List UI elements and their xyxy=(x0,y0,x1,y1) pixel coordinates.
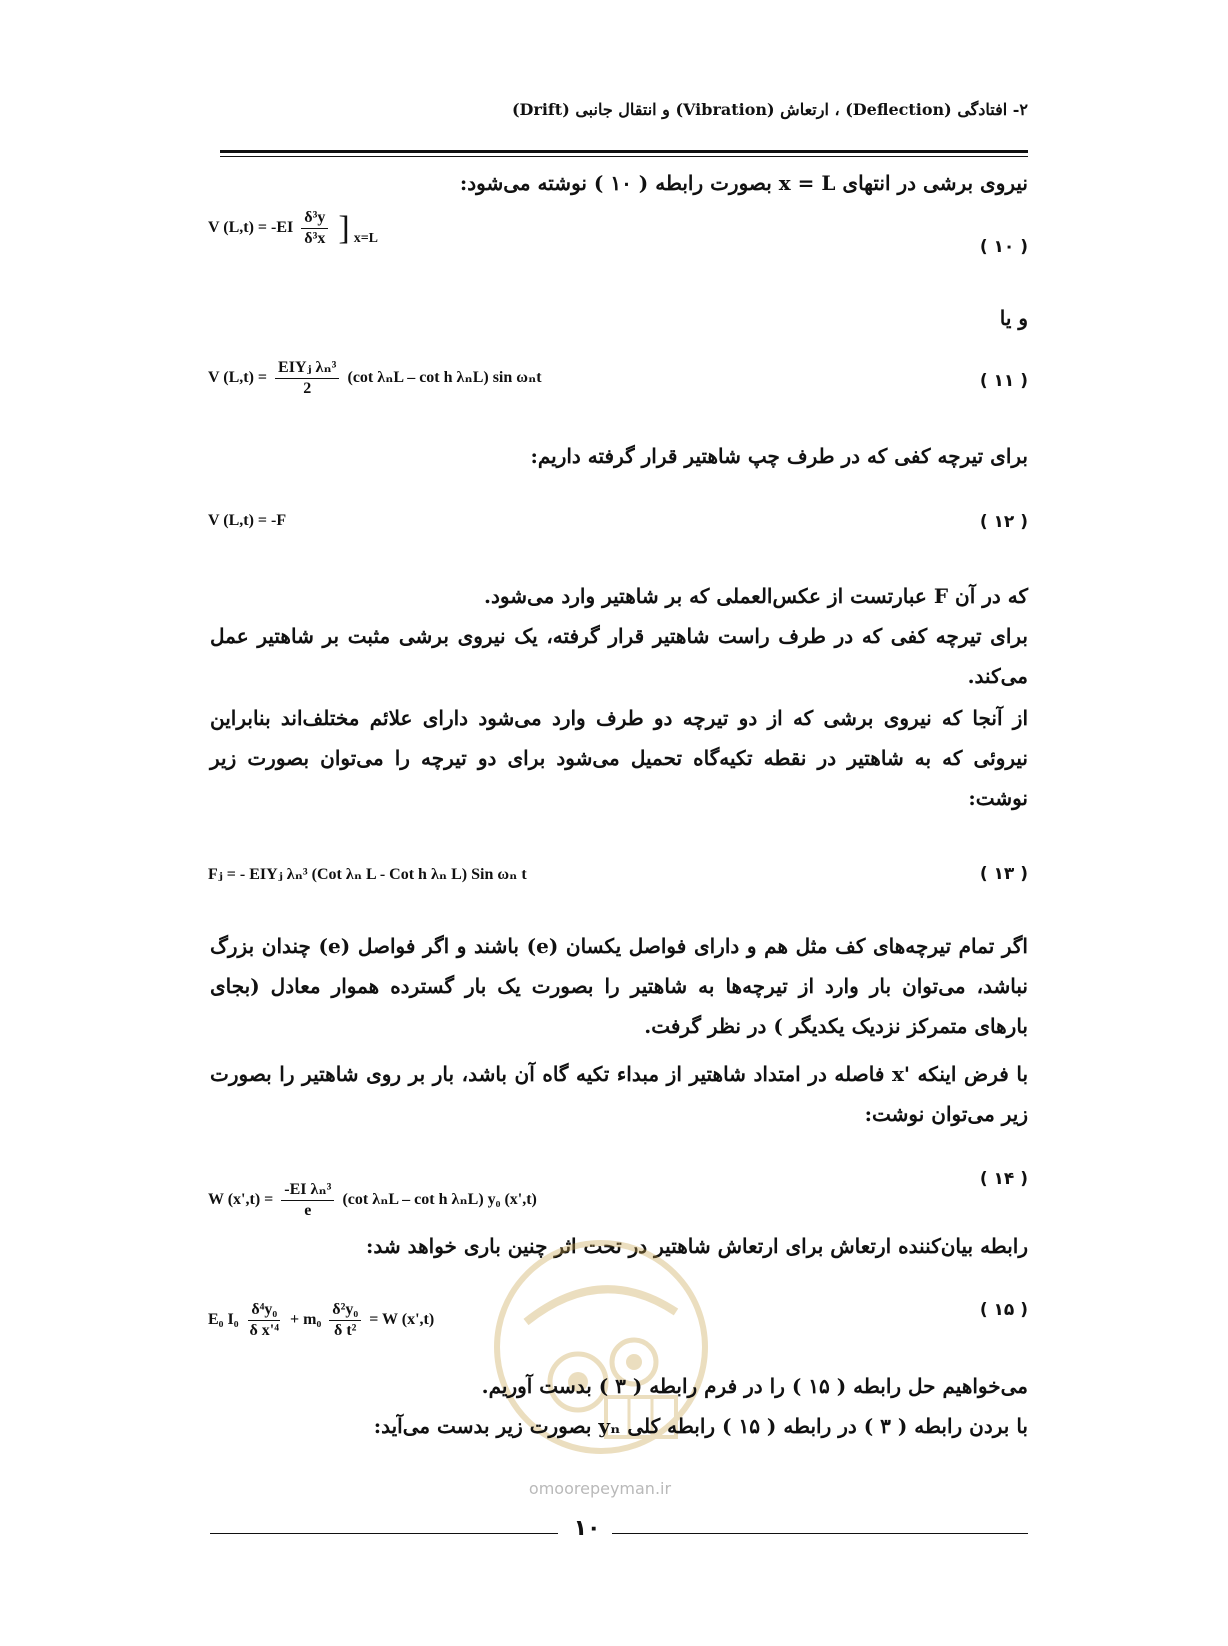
header-rule-thick xyxy=(220,150,1028,153)
eq10-lhs: V (L,t) = -EI xyxy=(208,219,294,237)
paragraph-10: می‌خواهیم حل رابطه ( ۱۵ ) را در فرم رابطه ( ۳ ) بدست آوریم. xyxy=(481,1374,1028,1398)
eq11-denominator: 2 xyxy=(303,380,312,397)
eq14-rhs: (cot λₙL – cot h λₙL) y₀ (x',t) xyxy=(342,1191,537,1209)
footer-rule-right xyxy=(612,1533,1028,1534)
eq15-numerator-2: δ²y₀ xyxy=(329,1300,361,1321)
paragraph-9: رابطه بیان‌کننده ارتعاش برای ارتعاش شاهتیر در تحت اثر چنین باری خواهد شد: xyxy=(365,1234,1028,1258)
watermark-site: omoorepeyman.ir xyxy=(528,1479,672,1498)
eq10-numerator: δ³y xyxy=(301,208,328,229)
chapter-header: ۲- افتادگی (Deflection) ، ارتعاش (Vibration) و انتقال جانبی (Drift) xyxy=(511,100,1028,119)
eq10-denominator: δ³x xyxy=(304,230,326,247)
eq14-lhs: W (x',t) = xyxy=(208,1191,274,1209)
eq15-middle: + m₀ xyxy=(290,1311,322,1329)
equation-number-14: ( ۱۴ ) xyxy=(979,1169,1028,1189)
paragraph-8: با فرض اینکه 'x فاصله در امتداد شاهتیر از مبداء تکیه گاه آن باشد، بار بر روی شاهتیر را بصورت زیر می‌توان نوشت: xyxy=(210,1062,1029,1126)
paragraph-1: نیروی برشی در انتهای x = L بصورت رابطه ( ۱۰ ) نوشته می‌شود: xyxy=(459,171,1028,195)
eq15-lhs: E₀ I₀ xyxy=(208,1311,239,1329)
page-number: ۱۰ xyxy=(573,1516,601,1541)
header-rule-thin xyxy=(220,156,1028,157)
eq14-numerator: -EI λₙ³ xyxy=(281,1180,334,1201)
footer-rule-left xyxy=(210,1533,558,1534)
paragraph-7: اگر تمام تیرچه‌های کف مثل هم و دارای فواصل یکسان (e) باشند و اگر فواصل (e) چندان بزرگ نباشد، می‌توان بار وارد از تیرچه‌ها به شاهتیر را بصورت یک بار گسترده هموار معادل (بجای بارهای متمرکز نزدیک یکدیگر ) در نظر گرفت. xyxy=(210,934,1028,1038)
equation-11 xyxy=(208,358,542,399)
eq11-lhs: V (L,t) = xyxy=(208,369,268,387)
paragraph-6: از آنجا که نیروی برشی که از دو تیرچه دو طرف وارد می‌شود دارای علائم مختلف‌اند بنابراین نیروئی که به شاهتیر در نقطه تکیه‌گاه تحمیل می‌شود برای دو تیرچه را می‌توان بصورت زیر نوشت: xyxy=(210,706,1028,810)
paragraph-2: و یا xyxy=(999,306,1028,330)
paragraph-4: که در آن F عبارتست از عکس‌العملی که بر شاهتیر وارد می‌شود. xyxy=(484,584,1028,608)
equation-12: V (L,t) = -F xyxy=(208,512,287,529)
eq14-fraction xyxy=(281,1180,334,1221)
paragraph-11: با بردن رابطه ( ۳ ) در رابطه ( ۱۵ ) رابطه کلی yₙ بصورت زیر بدست می‌آید: xyxy=(373,1414,1028,1438)
paragraph-3: برای تیرچه کفی که در طرف چپ شاهتیر قرار گرفته داریم: xyxy=(530,444,1028,468)
equation-number-15: ( ۱۵ ) xyxy=(979,1300,1028,1320)
eq15-fraction-1 xyxy=(247,1300,283,1341)
equation-number-12: ( ۱۲ ) xyxy=(979,512,1028,532)
equation-15 xyxy=(208,1300,434,1341)
equation-14 xyxy=(208,1180,537,1221)
eq15-rhs: = W (x',t) xyxy=(369,1311,435,1329)
eq15-denominator-2: δ t² xyxy=(334,1322,357,1339)
eq11-fraction xyxy=(275,358,339,399)
eq15-fraction-2 xyxy=(329,1300,361,1341)
eq11-numerator: EIYⱼ λₙ³ xyxy=(275,358,339,379)
eq15-numerator-1: δ⁴y₀ xyxy=(248,1300,280,1321)
equation-number-10: ( ۱۰ ) xyxy=(979,237,1028,257)
equation-10 xyxy=(208,208,378,249)
eq10-subscript: x=L xyxy=(353,231,379,247)
equation-number-11: ( ۱۱ ) xyxy=(979,371,1028,391)
equation-number-13: ( ۱۳ ) xyxy=(979,864,1028,884)
eq10-bracket: ] xyxy=(338,209,350,247)
eq11-rhs: (cot λₙL – cot h λₙL) sin ωₙt xyxy=(347,369,542,387)
paragraph-5: برای تیرچه کفی که در طرف راست شاهتیر قرار گرفته، یک نیروی برشی مثبت بر شاهتیر عمل می‌کند. xyxy=(210,624,1028,688)
eq14-denominator: e xyxy=(304,1202,312,1219)
eq10-fraction xyxy=(301,208,328,249)
equation-13: Fⱼ = - EIYⱼ λₙ³ (Cot λₙ L - Cot h λₙ L) Sin ωₙ t xyxy=(208,866,527,883)
eq15-denominator-1: δ x'⁴ xyxy=(249,1322,280,1339)
